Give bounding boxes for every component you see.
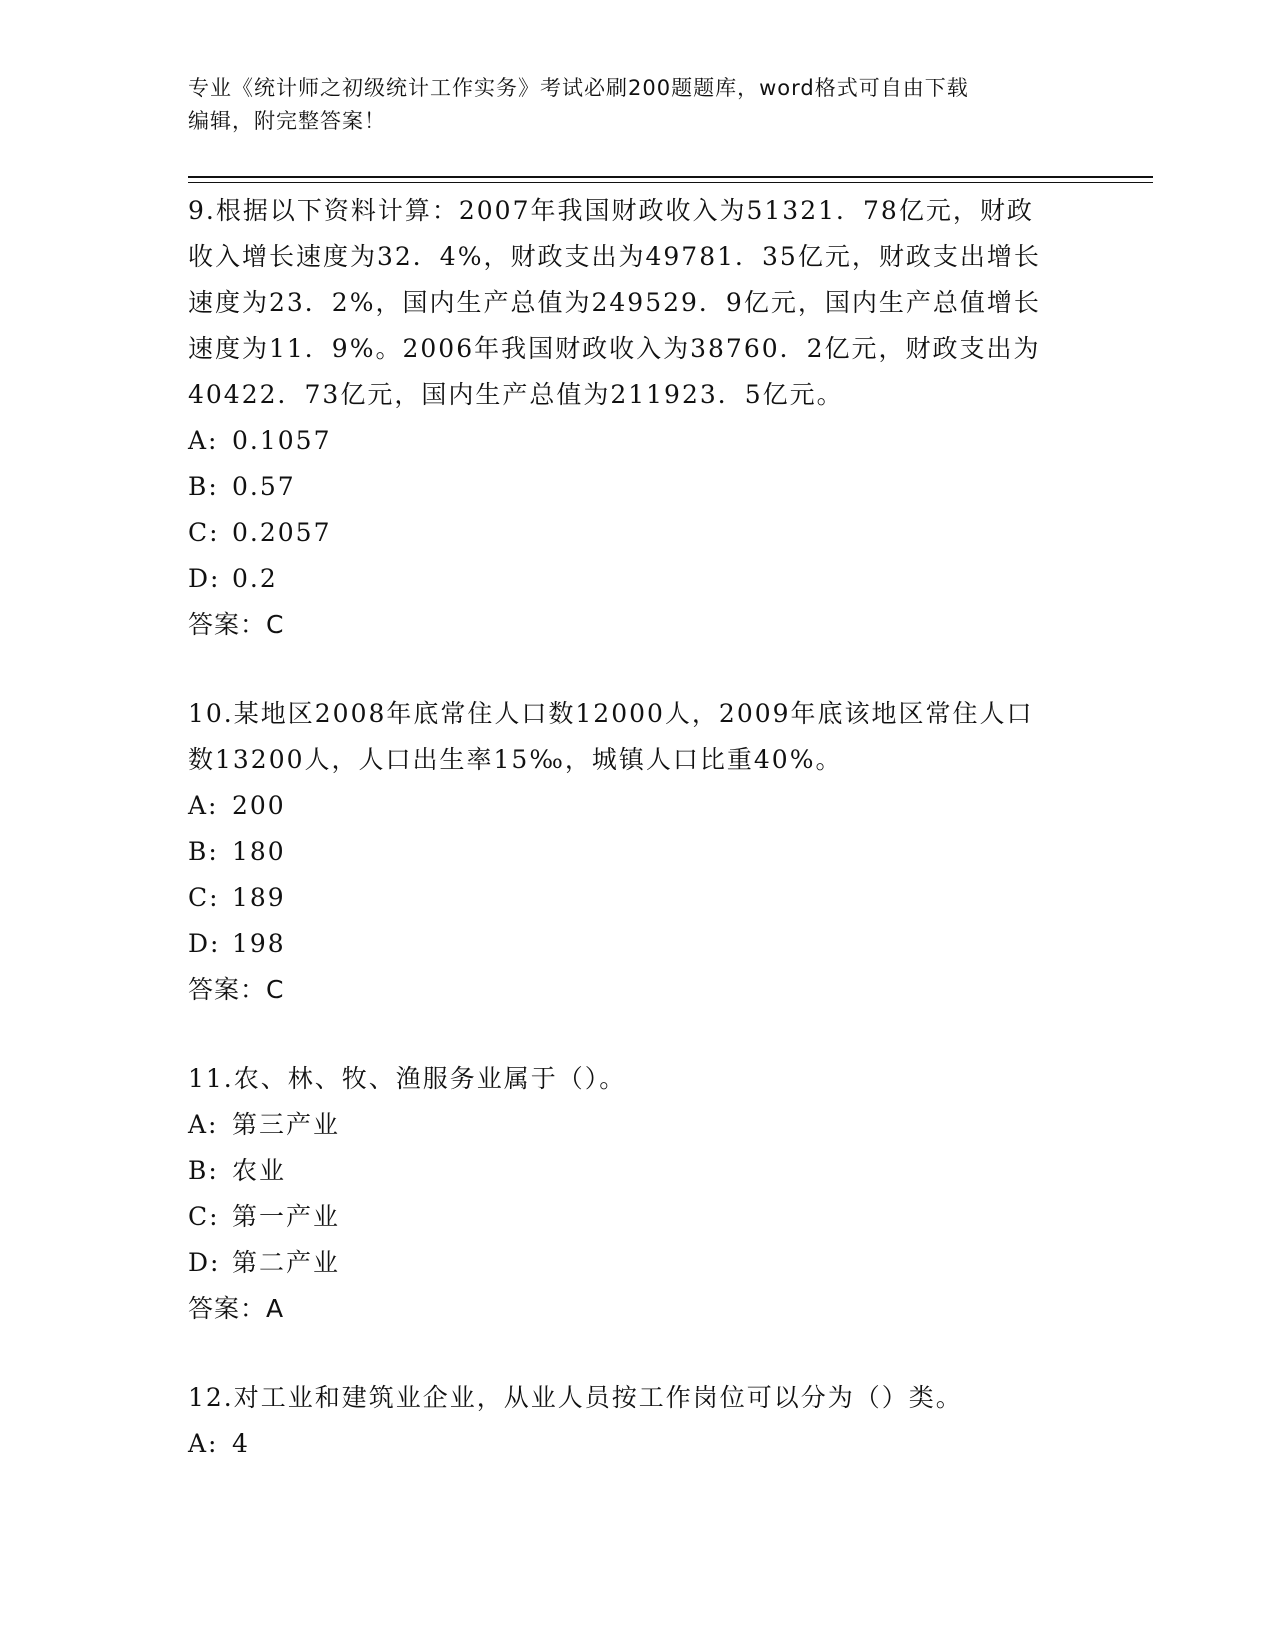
question-block [188,1056,1088,1332]
option-text: 0.2057 [232,518,332,547]
option-text: 第一产业 [232,1202,341,1231]
option-text: 0.57 [232,472,296,501]
option-letter: D: [188,929,221,958]
question-block [188,691,1088,1013]
option-text: 第二产业 [232,1248,341,1277]
option-letter: A: [188,1110,219,1139]
answer-option [188,464,1088,510]
answer-option [188,1421,1088,1467]
option-text: 180 [232,837,286,866]
question-stem-line: 速度为11．9%。2006年我国财政收入为38760．2亿元，财政支出为 [188,334,1041,363]
answer-option [188,1194,1088,1240]
option-letter: B: [188,1156,219,1185]
header-line-1: 专业《统计师之初级统计工作实务》考试必刷200题题库，word格式可自由下载 [188,76,969,100]
option-letter: B: [188,472,219,501]
document-header [188,72,1068,138]
option-text: 0.1057 [232,426,332,455]
option-text: 0.2 [232,564,278,593]
question-list [188,188,1088,1510]
option-letter: B: [188,837,219,866]
answer-option [188,1148,1088,1194]
question-stem-line: 数13200人，人口出生率15‰，城镇人口比重40%。 [188,745,843,774]
question-stem-line: 10.某地区2008年底常住人口数12000人，2009年底该地区常住人口 [188,699,1034,728]
question-block [188,1375,1088,1467]
question-stem-line: 速度为23．2%，国内生产总值为249529．9亿元，国内生产总值增长 [188,288,1041,317]
answer-value: A [266,1294,285,1323]
answer-option [188,556,1088,602]
answer-option [188,510,1088,556]
answer-label: 答案： [188,1294,267,1323]
answer-line [188,1286,1088,1332]
answer-option [188,875,1088,921]
answer-label: 答案： [188,975,267,1004]
answer-option [188,1240,1088,1286]
answer-label: 答案： [188,610,267,639]
question-stem-line: 收入增长速度为32．4%，财政支出为49781．35亿元，财政支出增长 [188,242,1041,271]
option-letter: A: [188,791,219,820]
answer-value: C [266,975,285,1004]
option-text: 198 [232,929,286,958]
header-divider-thick [188,176,1153,178]
option-letter: D: [188,1248,221,1277]
option-letter: A: [188,1429,219,1458]
question-stem-line: 11.农、林、牧、渔服务业属于（）。 [188,1064,627,1093]
header-divider-thin [188,182,1153,183]
answer-option [188,783,1088,829]
answer-option [188,829,1088,875]
answer-option [188,1102,1088,1148]
option-text: 农业 [232,1156,287,1185]
answer-option [188,921,1088,967]
question-block [188,188,1088,648]
option-text: 189 [232,883,286,912]
option-letter: D: [188,564,221,593]
option-letter: C: [188,883,220,912]
option-letter: A: [188,426,219,455]
answer-value: C [266,610,285,639]
question-stem-line: 12.对工业和建筑业企业，从业人员按工作岗位可以分为（）类。 [188,1383,963,1412]
answer-line [188,967,1088,1013]
option-text: 4 [232,1429,250,1458]
option-letter: C: [188,1202,220,1231]
header-line-2: 编辑，附完整答案！ [188,109,386,133]
answer-line [188,602,1088,648]
question-stem-line: 40422．73亿元，国内生产总值为211923．5亿元。 [188,380,844,409]
option-letter: C: [188,518,220,547]
option-text: 200 [232,791,286,820]
question-stem-line: 9.根据以下资料计算：2007年我国财政收入为51321．78亿元，财政 [188,196,1034,225]
answer-option [188,418,1088,464]
option-text: 第三产业 [232,1110,341,1139]
